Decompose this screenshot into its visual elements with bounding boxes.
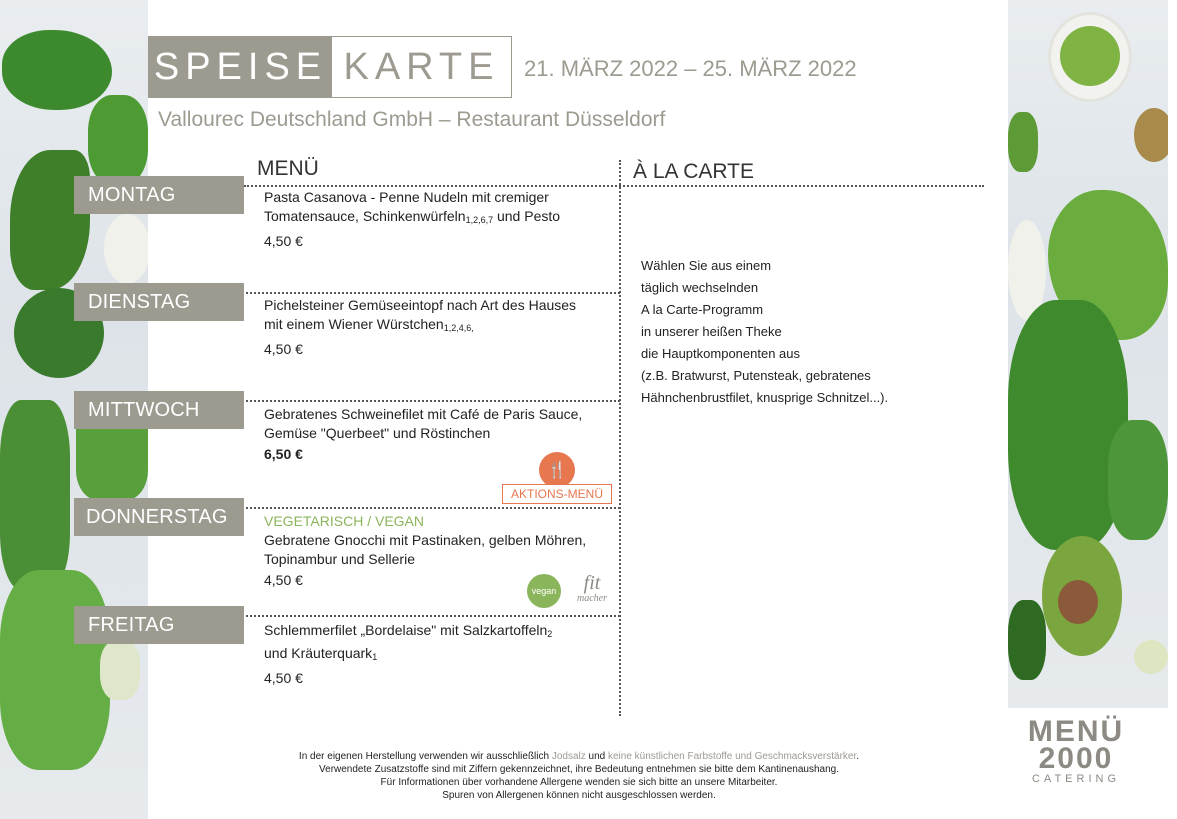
footer-line: Für Informationen über vorhandene Allergene wenden sie sich bitte an unsere Mitarbeiter. — [380, 777, 778, 788]
allergen-codes: 1,2,4,6, — [443, 323, 474, 333]
menu-title-box — [148, 36, 512, 98]
vegetarian-vegan-label: VEGETARISCH / VEGAN — [264, 513, 424, 529]
allergen-codes: 2 — [547, 629, 553, 639]
row-divider — [222, 615, 620, 617]
dish-tuesday — [264, 296, 604, 359]
menu-column-heading: MENÜ — [257, 157, 319, 180]
day-label-thursday: DONNERSTAG — [74, 498, 244, 536]
dish-monday — [264, 188, 604, 251]
cutlery-icon: 🍴 — [539, 452, 575, 488]
day-label-friday: FREITAG — [74, 606, 244, 644]
header-divider — [244, 185, 984, 187]
fitmacher-logo: fit macher — [577, 572, 607, 604]
restaurant-subtitle: Vallourec Deutschland GmbH – Restaurant Düsseldorf — [158, 108, 666, 131]
dish-price: 6,50 € — [264, 446, 303, 462]
allergen-codes: 1,2,6,7 — [465, 215, 494, 225]
dish-text: Pichelsteiner Gemüseeintopf nach Art des Hauses — [264, 297, 577, 313]
footer-line: In der eigenen Herstellung verwenden wir ausschließlich Jodsalz und keine künstlichen Farbstoffe und Geschmacksverstärker. — [298, 751, 860, 762]
dish-price: 4,50 € — [264, 572, 303, 588]
dish-text: Gebratene Gnocchi mit Pastinaken, gelben Möhren, — [264, 532, 587, 548]
column-divider — [619, 160, 621, 716]
menu2000-catering-logo: MENÜ 2000 CATERING — [1027, 715, 1125, 785]
row-divider — [222, 292, 620, 294]
day-label-monday: MONTAG — [74, 176, 244, 214]
dish-text: Pasta Casanova - Penne Nudeln mit cremiger — [264, 189, 549, 205]
title-karte: KARTE — [343, 45, 500, 88]
dish-text: und Kräuterquark$_1$ — [264, 645, 378, 662]
dish-text: Topinambur und Sellerie — [264, 551, 415, 567]
footer-line: Verwendete Zusatzstoffe sind mit Ziffern gekennzeichnet, ihre Bedeutung entnehmen sie bitte dem Kantinenaushang. — [319, 764, 839, 775]
vegan-badge: vegan — [527, 574, 561, 608]
dish-price: 4,50 € — [264, 341, 303, 357]
aktions-menu-label: AKTIONS-MENÜ — [502, 484, 612, 504]
dish-text: mit einem Wiener Würstchen$_{1,2,4,6,}$ — [264, 316, 474, 333]
day-label-tuesday: DIENSTAG — [74, 283, 244, 321]
dish-text: Schlemmerfilet „Bordelaise" mit Salzkartoffeln$_2$ — [264, 622, 553, 639]
dish-price: 4,50 € — [264, 670, 303, 686]
dish-text: Tomatensauce, Schinkenwürfeln$_{1,2,6,7}$ und Pesto — [264, 208, 561, 225]
footer-line: Spuren von Allergenen können nicht ausgeschlossen werden. — [442, 790, 716, 801]
aktions-menu-badge — [502, 452, 612, 504]
row-divider — [222, 507, 620, 509]
alacarte-description: Wählen Sie aus einem täglich wechselnden A la Carte-Programm in unserer heißen Theke die Hauptkomponenten aus (z.B. Bratwurst, Putensteak, gebratenes Hähnchenbrustfilet, knusprige Schnitzel...). — [641, 258, 889, 405]
row-divider — [222, 400, 620, 402]
dish-friday — [264, 621, 604, 688]
day-label-wednesday: MITTWOCH — [74, 391, 244, 429]
dish-text: Gebratenes Schweinefilet mit Café de Paris Sauce, — [264, 406, 583, 422]
title-speise: SPEISE — [149, 37, 332, 97]
date-range: 21. MÄRZ 2022 – 25. MÄRZ 2022 — [524, 56, 857, 81]
dish-price: 4,50 € — [264, 233, 303, 249]
alacarte-column-heading: À LA CARTE — [633, 160, 754, 183]
allergen-codes: 1 — [372, 652, 378, 662]
right-vegetable-photo — [1008, 0, 1168, 708]
footer-notes — [150, 750, 1008, 802]
dish-text: Gemüse "Querbeet" und Röstinchen — [264, 425, 491, 441]
